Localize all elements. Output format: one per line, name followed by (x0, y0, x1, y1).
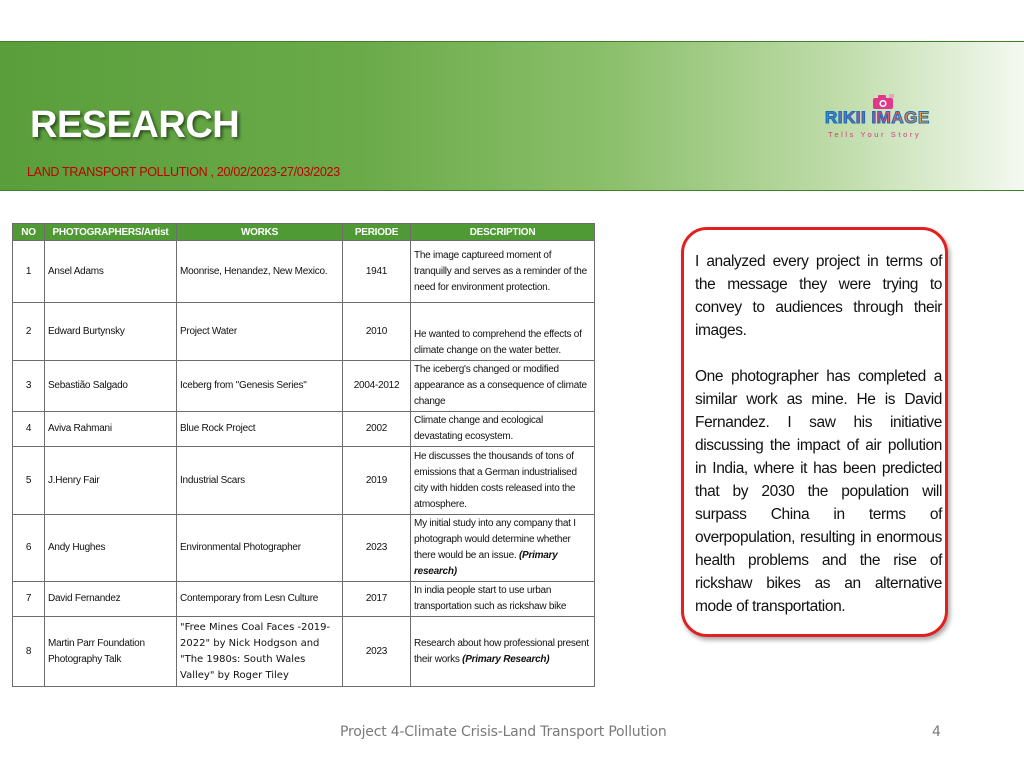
cell-no: 2 (13, 303, 45, 361)
page-subtitle: LAND TRANSPORT POLLUTION , 20/02/2023-27/03/2023 (27, 165, 340, 179)
page-number: 4 (932, 724, 941, 740)
cell-artist: Martin Parr Foundation Photography Talk (45, 617, 177, 687)
column-header-description: DESCRIPTION (411, 224, 595, 241)
cell-artist: Aviva Rahmani (45, 412, 177, 447)
cell-artist: Ansel Adams (45, 241, 177, 303)
cell-no: 4 (13, 412, 45, 447)
callout-paragraph: I analyzed every project in terms of the message they were trying to convey to audiences through their images. (695, 253, 942, 339)
logo-name: RIKII IMAGE (825, 108, 930, 127)
logo-tagline: Tells Your Story (828, 130, 922, 139)
cell-works: Project Water (177, 303, 343, 361)
cell-periode: 2023 (343, 617, 411, 687)
cell-description (411, 515, 595, 582)
footer-text: Project 4-Climate Crisis-Land Transport Pollution (340, 724, 667, 740)
callout-paragraph: One photographer has completed a similar work as mine. He is David Fernandez. I saw his initiative discussing the impact of air pollution in India, where it has been predicted that by 2030 the population will surpass China in terms of overpopulation, resulting in enormous health problems and the rise of rickshaw bikes as an alternative mode of transportation. (695, 368, 942, 615)
cell-no: 6 (13, 515, 45, 582)
cell-works: Moonrise, Henandez, New Mexico. (177, 241, 343, 303)
cell-description (411, 617, 595, 687)
cell-description: The iceberg's changed or modified appearance as a consequence of climate change (411, 361, 595, 412)
cell-artist: Sebastião Salgado (45, 361, 177, 412)
column-header-periode: PERIODE (343, 224, 411, 241)
table-row (13, 582, 595, 617)
cell-periode: 2010 (343, 303, 411, 361)
cell-works: Iceberg from "Genesis Series" (177, 361, 343, 412)
cell-periode: 2017 (343, 582, 411, 617)
cell-works: Environmental Photographer (177, 515, 343, 582)
cell-description: He wanted to comprehend the effects of climate change on the water better. (411, 303, 595, 361)
cell-description: Climate change and ecological devastating ecosystem. (411, 412, 595, 447)
primary-research-label: (Primary Research) (462, 653, 550, 665)
cell-no: 3 (13, 361, 45, 412)
research-table (12, 223, 595, 687)
cell-no: 7 (13, 582, 45, 617)
cell-works: Contemporary from Lesn Culture (177, 582, 343, 617)
table-row (13, 617, 595, 687)
description-text: Research about how professional present their works (414, 637, 589, 665)
primary-research-label: (Primary research) (414, 550, 558, 577)
cell-works: "Free Mines Coal Faces -2019-2022" by Nick Hodgson and "The 1980s: South Wales Valley" by Roger Tiley (177, 617, 343, 687)
cell-periode: 2002 (343, 412, 411, 447)
analysis-callout-box (681, 227, 948, 637)
rikii-image-logo (822, 94, 952, 144)
cell-periode: 1941 (343, 241, 411, 303)
table-row (13, 361, 595, 412)
cell-artist: J.Henry Fair (45, 447, 177, 515)
cell-no: 5 (13, 447, 45, 515)
cell-works: Blue Rock Project (177, 412, 343, 447)
page-title: RESEARCH (30, 104, 240, 146)
cell-description: He discusses the thousands of tons of emissions that a German industrialised city with hidden costs released into the atmosphere. (411, 447, 595, 515)
cell-periode: 2004-2012 (343, 361, 411, 412)
table-row (13, 303, 595, 361)
column-header-works: WORKS (177, 224, 343, 241)
cell-artist: David Fernandez (45, 582, 177, 617)
cell-artist: Andy Hughes (45, 515, 177, 582)
cell-description: In india people start to use urban transportation such as rickshaw bike (411, 582, 595, 617)
table-row (13, 447, 595, 515)
table-row (13, 412, 595, 447)
cell-no: 1 (13, 241, 45, 303)
cell-artist: Edward Burtynsky (45, 303, 177, 361)
table-row (13, 515, 595, 582)
column-header-no: NO (13, 224, 45, 241)
cell-periode: 2023 (343, 515, 411, 582)
cell-description: The image captureed moment of tranquilly and serves as a reminder of the need for environment protection. (411, 241, 595, 303)
cell-works: Industrial Scars (177, 447, 343, 515)
header-banner (0, 41, 1024, 191)
table-header-row (13, 224, 595, 241)
callout-text (695, 250, 942, 641)
cell-periode: 2019 (343, 447, 411, 515)
table-row (13, 241, 595, 303)
column-header-artist: PHOTOGRAPHERS/Artist (45, 224, 177, 241)
cell-no: 8 (13, 617, 45, 687)
description-text: My initial study into any company that I photograph would determine whether there would be an issue. (414, 518, 576, 561)
